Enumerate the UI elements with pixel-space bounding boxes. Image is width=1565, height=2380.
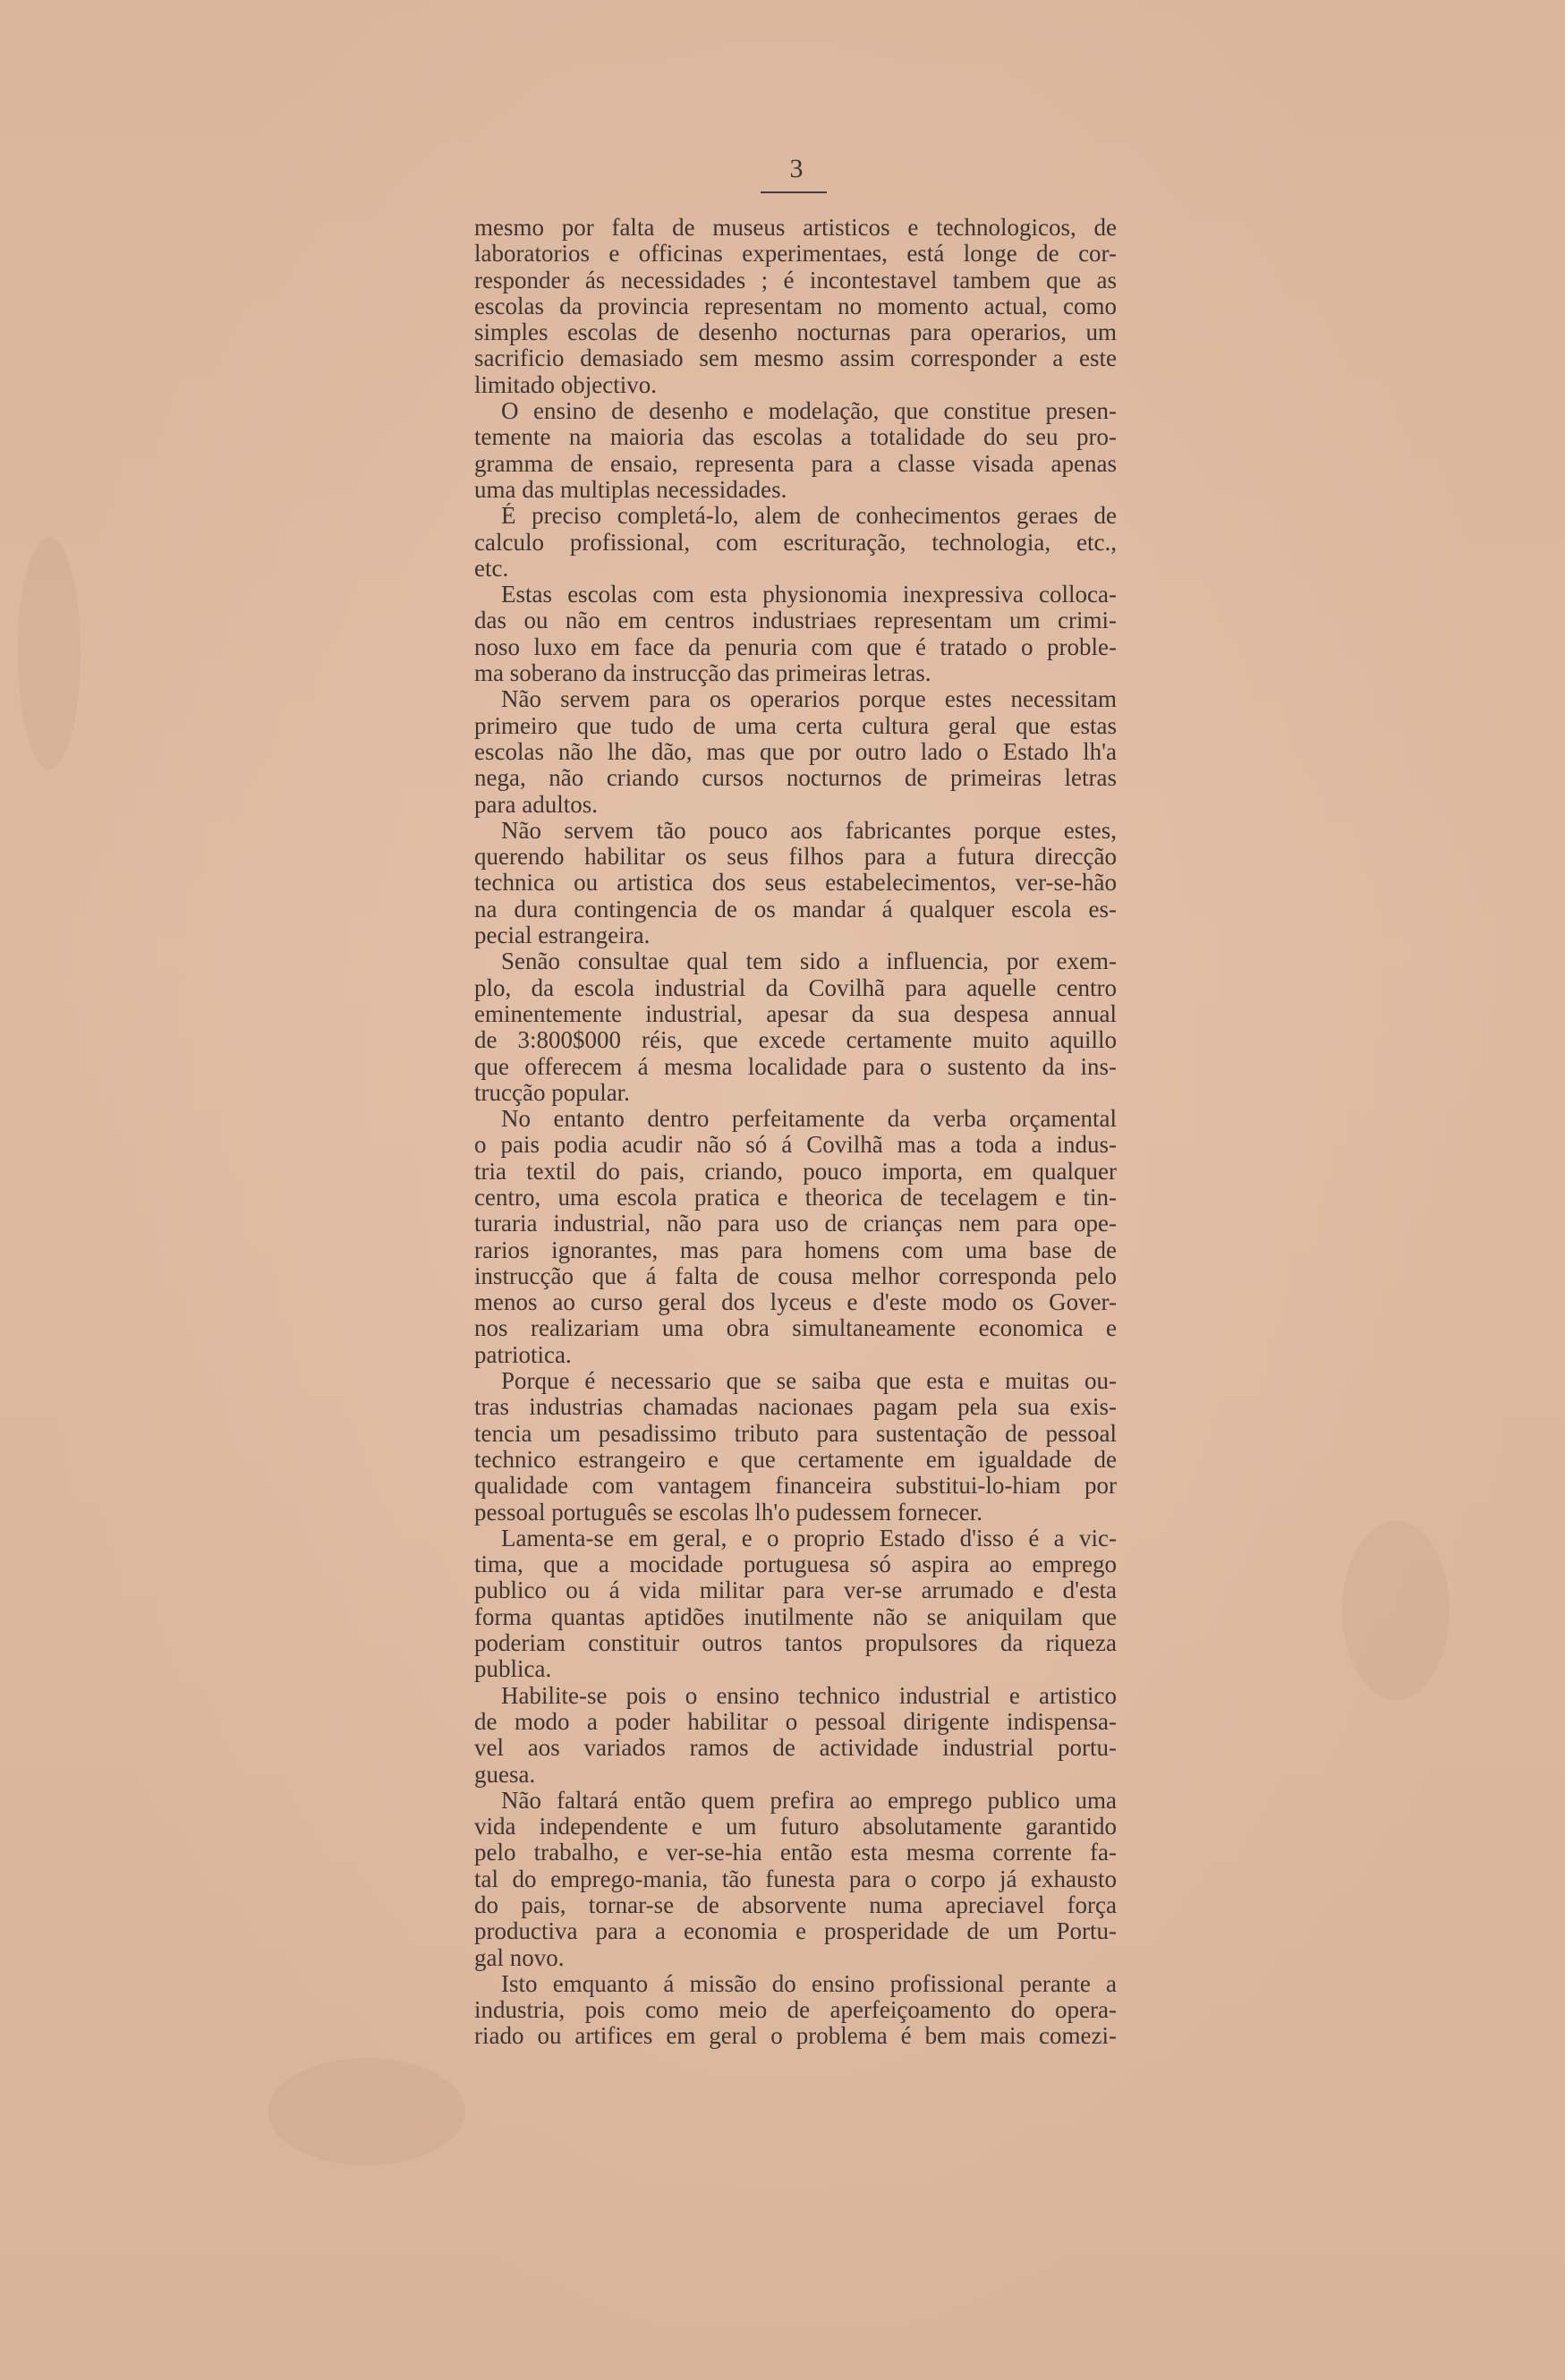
text-line: tria textil do pais, criando, pouco importa, em qualquer [474, 1158, 1117, 1185]
text-line: Não faltará então quem prefira ao emprego publico uma [501, 1787, 1117, 1814]
text-line: industria, pois como meio de aperfeiçoamento do opera- [474, 1997, 1117, 2024]
page-number-rule [761, 191, 827, 193]
text-line: na dura contingencia de os mandar á qualquer escola es- [474, 896, 1117, 922]
text-line: o pais podia acudir não só á Covilhã mas a toda a indus- [474, 1132, 1117, 1159]
text-line: productiva para a economia e prosperidade de um Portu- [474, 1918, 1117, 1945]
page-number: 3 [789, 154, 804, 183]
text-line: escolas não lhe dão, mas que por outro lado o Estado lh'a [474, 738, 1117, 765]
text-line: riado ou artifices em geral o problema é bem mais comezi- [474, 2023, 1117, 2050]
text-line: É preciso completá-lo, alem de conhecimentos geraes de [501, 503, 1117, 530]
text-line: patriotica. [474, 1341, 572, 1368]
body-text [474, 215, 1117, 2050]
text-line: ma soberano da instrucção das primeiras letras. [474, 660, 931, 687]
text-line: noso luxo em face da penuria com que é tratado o proble- [474, 633, 1117, 660]
paper-stain [18, 537, 81, 769]
text-line: vel aos variados ramos de actividade industrial portu- [474, 1735, 1117, 1762]
text-line: uma das multiplas necessidades. [474, 476, 787, 503]
text-line: trucção popular. [474, 1079, 630, 1106]
text-line: technico estrangeiro e que certamente em igualdade de [474, 1446, 1117, 1473]
text-line: guesa. [474, 1761, 536, 1788]
text-line: Estas escolas com esta physionomia inexpressiva colloca- [501, 582, 1117, 608]
text-line: tras industrias chamadas nacionaes pagam pela sua exis- [474, 1394, 1117, 1421]
text-line: technica ou artistica dos seus estabelecimentos, ver-se-hão [474, 870, 1117, 897]
text-line: querendo habilitar os seus filhos para a futura direcção [474, 844, 1117, 871]
text-line: publica. [474, 1656, 552, 1683]
text-line: vida independente e um futuro absolutamente garantido [474, 1814, 1117, 1840]
text-line: eminentemente industrial, apesar da sua despesa annual [474, 1000, 1117, 1027]
text-line: qualidade com vantagem financeira substitui-lo-hiam por [474, 1473, 1117, 1500]
text-line: forma quantas aptidões inutilmente não se aniquilam que [474, 1603, 1117, 1630]
text-line: escolas da provincia representam no momento actual, como [474, 293, 1117, 319]
text-line: turaria industrial, não para uso de crianças nem para ope- [474, 1211, 1117, 1237]
text-line: de modo a poder habilitar o pessoal dirigente indispensa- [474, 1708, 1117, 1735]
text-line: simples escolas de desenho nocturnas para operarios, um [474, 319, 1117, 346]
text-line: tima, que a mocidade portuguesa só aspira ao emprego [474, 1551, 1117, 1578]
text-line: rarios ignorantes, mas para homens com uma base de [474, 1237, 1117, 1263]
text-line: temente na maioria das escolas a totalidade do seu pro- [474, 424, 1117, 451]
text-line: Habilite-se pois o ensino technico industrial e artistico [501, 1682, 1117, 1709]
text-line: sacrificio demasiado sem mesmo assim corresponder a este [474, 345, 1117, 372]
text-line: instrucção que á falta de cousa melhor corresponda pelo [474, 1262, 1117, 1289]
text-line: Não servem para os operarios porque estes necessitam [501, 686, 1117, 713]
text-line: que offerecem á mesma localidade para o sustento da ins- [474, 1053, 1117, 1080]
text-line: calculo profissional, com escrituração, technologia, etc., [474, 529, 1117, 556]
text-line: Isto emquanto á missão do ensino profissional perante a [501, 1970, 1117, 1997]
text-line: do pais, tornar-se de absorvente numa apreciavel força [474, 1892, 1117, 1918]
text-line: de 3:800$000 réis, que excede certamente muito aquillo [474, 1027, 1117, 1054]
text-line: O ensino de desenho e modelação, que constitue presen- [501, 398, 1117, 425]
text-line: pessoal português se escolas lh'o pudessem fornecer. [474, 1499, 982, 1526]
text-line: poderiam constituir outros tantos propulsores da riqueza [474, 1630, 1117, 1657]
text-line: tencia um pesadissimo tributo para sustentação de pessoal [474, 1420, 1117, 1447]
text-line: Senão consultae qual tem sido a influencia, por exem- [501, 948, 1117, 975]
text-line: das ou não em centros industriaes representam um crimi- [474, 608, 1117, 634]
text-line: gal novo. [474, 1944, 565, 1971]
text-line: mesmo por falta de museus artisticos e technologicos, de [474, 215, 1117, 241]
text-line: plo, da escola industrial da Covilhã para aquelle centro [474, 974, 1117, 1001]
text-line: limitado objectivo. [474, 371, 657, 398]
paper-stain [268, 2058, 465, 2165]
text-line: pelo trabalho, e ver-se-hia então esta mesma corrente fa- [474, 1840, 1117, 1866]
text-line: menos ao curso geral dos lyceus e d'este modo os Gover- [474, 1289, 1117, 1316]
text-line: Não servem tão pouco aos fabricantes porque estes, [501, 817, 1117, 844]
text-line: primeiro que tudo de uma certa cultura geral que estas [474, 712, 1117, 739]
text-line: nos realizariam uma obra simultaneamente economica e [474, 1315, 1117, 1342]
text-line: para adultos. [474, 791, 598, 818]
text-line: Porque é necessario que se saiba que esta e muitas ou- [501, 1368, 1117, 1395]
text-line: centro, uma escola pratica e theorica de tecelagem e tin- [474, 1184, 1117, 1211]
text-line: No entanto dentro perfeitamente da verba orçamental [501, 1106, 1117, 1133]
text-line: nega, não criando cursos nocturnos de primeiras letras [474, 765, 1117, 792]
text-line: gramma de ensaio, representa para a classe visada apenas [474, 450, 1117, 477]
text-line: etc. [474, 555, 509, 582]
text-line: tal do emprego-mania, tão funesta para o corpo já exhausto [474, 1866, 1117, 1892]
text-line: laboratorios e officinas experimentaes, está longe de cor- [474, 241, 1117, 268]
paper-stain [1342, 1521, 1450, 1700]
text-line: publico ou á vida militar para ver-se arrumado e d'esta [474, 1577, 1117, 1604]
text-line: pecial estrangeira. [474, 922, 651, 949]
text-line: Lamenta-se em geral, e o proprio Estado d'isso é a vic- [501, 1525, 1117, 1551]
text-line: responder ás necessidades ; é incontestavel tambem que as [474, 267, 1117, 293]
